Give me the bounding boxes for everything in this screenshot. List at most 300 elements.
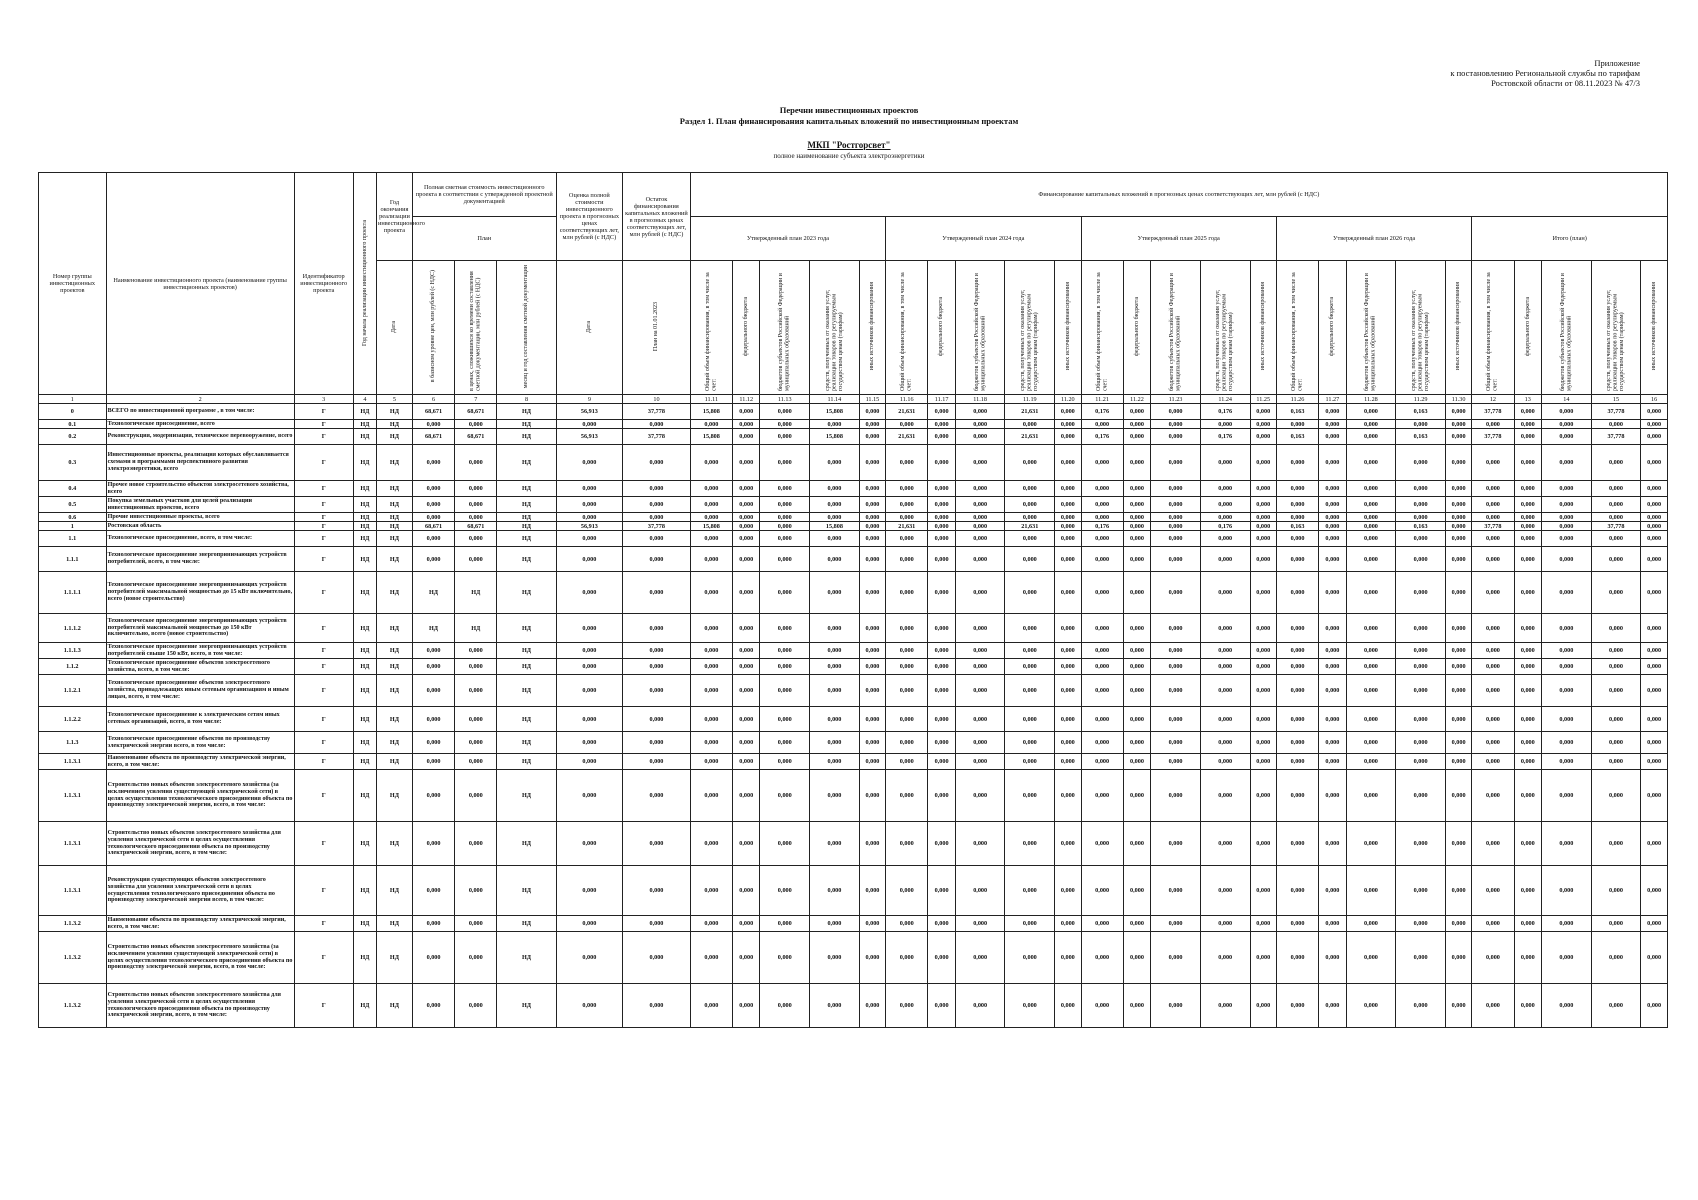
row-financing-value: 0,000 xyxy=(886,866,928,916)
row-financing-value: 0,163 xyxy=(1276,429,1318,445)
row-financing-value: 0,000 xyxy=(1346,547,1396,572)
row-financing-value: 0,000 xyxy=(1055,481,1081,497)
row-financing-value: 0,000 xyxy=(1445,614,1471,643)
row-financing-value: 0,000 xyxy=(1055,932,1081,984)
row-financing-value: 0,176 xyxy=(1200,404,1250,420)
row-financing-value: 0,000 xyxy=(859,445,885,481)
row-financing-value: 0,000 xyxy=(760,822,810,866)
row-financing-value: 0,000 xyxy=(1123,732,1150,754)
row-financing-value: 0,000 xyxy=(859,754,885,770)
row-name: Покупка земельных участков для целей реализации инвестиционных проектов, всего xyxy=(106,497,294,513)
row-number: 1.1.1.3 xyxy=(39,643,107,659)
row-financing-value: 0,176 xyxy=(1200,522,1250,531)
row-number: 0.6 xyxy=(39,513,107,522)
row-financing-value: 0,000 xyxy=(928,572,955,614)
header-financing-sub-2-3: средств, полученных от оказания услуг, реализации товаров по регулируемым государством ценам (тарифам) xyxy=(1200,261,1250,395)
row-financing-value: 0,000 xyxy=(859,572,885,614)
row-financing-value: 0,000 xyxy=(1319,659,1346,675)
section-title: Раздел 1. План финансирования капитальных вложений по инвестиционным проектам xyxy=(679,116,1019,126)
row-financing-value: 0,000 xyxy=(1005,513,1055,522)
row-cost-current: НД xyxy=(455,614,497,643)
row-estimate: 0,000 xyxy=(556,866,623,916)
row-financing-value: 0,000 xyxy=(1081,984,1123,1028)
row-financing-value: 0,000 xyxy=(955,522,1005,531)
row-year-start: НД xyxy=(353,531,376,547)
row-financing-value: 0,000 xyxy=(1151,513,1201,522)
row-name: ВСЕГО по инвестиционной программе , в том числе: xyxy=(106,404,294,420)
table-row xyxy=(39,932,1668,984)
row-number: 1.1.3.1 xyxy=(39,866,107,916)
row-financing-value: 0,000 xyxy=(886,547,928,572)
row-financing-value: 0,000 xyxy=(1250,513,1276,522)
table-row xyxy=(39,614,1668,643)
row-financing-value: 21,631 xyxy=(1005,429,1055,445)
table-row xyxy=(39,754,1668,770)
row-financing-value: 0,000 xyxy=(1641,732,1668,754)
row-financing-value: 0,000 xyxy=(1123,707,1150,732)
row-financing-value: 0,000 xyxy=(1151,984,1201,1028)
row-financing-value: 0,000 xyxy=(1319,429,1346,445)
header-financing-sub-0-2: бюджетов субъектов Российской Федерации и муниципальных образований xyxy=(760,261,810,395)
row-financing-value: 0,000 xyxy=(1319,707,1346,732)
row-financing-value: 0,000 xyxy=(1591,497,1641,513)
row-financing-value: 0,000 xyxy=(1472,420,1514,429)
row-financing-value: 0,000 xyxy=(760,513,810,522)
row-year-start: НД xyxy=(353,866,376,916)
row-financing-value: 0,000 xyxy=(928,445,955,481)
row-financing-value: 0,000 xyxy=(1346,866,1396,916)
row-financing-value: 0,000 xyxy=(1346,916,1396,932)
row-financing-value: 0,000 xyxy=(760,932,810,984)
row-year-end: НД xyxy=(377,481,413,497)
row-financing-value: 0,000 xyxy=(1319,445,1346,481)
row-financing-value: 0,000 xyxy=(859,420,885,429)
row-financing-value: 0,000 xyxy=(955,404,1005,420)
header-period-2023: Утвержденный план 2023 года xyxy=(690,217,885,261)
row-financing-value: 0,000 xyxy=(1055,614,1081,643)
row-financing-value: 0,000 xyxy=(886,932,928,984)
row-financing-value: 0,000 xyxy=(1445,770,1471,822)
row-financing-value: 0,000 xyxy=(1445,481,1471,497)
row-financing-value: 0,000 xyxy=(1472,754,1514,770)
row-financing-value: 0,000 xyxy=(1081,770,1123,822)
row-financing-value: 0,000 xyxy=(1641,445,1668,481)
row-financing-value: 0,000 xyxy=(1514,547,1541,572)
row-cost-base: 0,000 xyxy=(412,822,454,866)
row-financing-value: 0,000 xyxy=(760,481,810,497)
row-financing-value: 0,000 xyxy=(1123,429,1150,445)
row-remainder: 0,000 xyxy=(623,547,691,572)
row-financing-value: 0,000 xyxy=(1123,822,1150,866)
table-row xyxy=(39,572,1668,614)
row-remainder: 0,000 xyxy=(623,866,691,916)
row-financing-value: 0,000 xyxy=(690,547,732,572)
row-financing-value: 0,000 xyxy=(690,572,732,614)
row-financing-value: 0,000 xyxy=(1055,420,1081,429)
row-financing-value: 0,000 xyxy=(1005,866,1055,916)
row-financing-value: 0,000 xyxy=(1542,513,1592,522)
row-financing-value: 0,000 xyxy=(1250,754,1276,770)
row-financing-value: 0,000 xyxy=(928,770,955,822)
row-cost-current: 0,000 xyxy=(455,916,497,932)
row-financing-value: 0,000 xyxy=(760,531,810,547)
row-financing-value: 0,000 xyxy=(1123,754,1150,770)
row-identifier: Г xyxy=(294,429,353,445)
row-financing-value: 0,000 xyxy=(928,866,955,916)
row-financing-value: 0,000 xyxy=(760,675,810,707)
row-financing-value: 0,000 xyxy=(955,770,1005,822)
row-financing-value: 0,000 xyxy=(1276,445,1318,481)
row-financing-value: 0,000 xyxy=(1123,984,1150,1028)
row-financing-value: 0,000 xyxy=(1472,659,1514,675)
row-financing-value: 0,000 xyxy=(1250,770,1276,822)
row-financing-value: 0,000 xyxy=(1319,866,1346,916)
header-financing-sub-3-1: федерального бюджета xyxy=(1319,261,1346,395)
row-financing-value: 0,000 xyxy=(1472,675,1514,707)
row-financing-value: 0,000 xyxy=(732,675,759,707)
row-financing-value: 0,000 xyxy=(1250,547,1276,572)
row-year-end: НД xyxy=(377,822,413,866)
row-financing-value: 0,000 xyxy=(1319,932,1346,984)
row-name: Строительство новых объектов электросетевого хозяйства (за исключением усиления существующей электрической сети) в целях осуществления технологического присоединения объекта по производству электрической энергии, всего, в том числе: xyxy=(106,932,294,984)
row-financing-value: 0,000 xyxy=(810,481,860,497)
row-financing-value: 0,000 xyxy=(955,420,1005,429)
row-remainder: 0,000 xyxy=(623,445,691,481)
row-financing-value: 0,000 xyxy=(1514,822,1541,866)
row-year-end: НД xyxy=(377,770,413,822)
table-row xyxy=(39,822,1668,866)
row-estimate: 56,913 xyxy=(556,404,623,420)
row-financing-value: 15,808 xyxy=(690,404,732,420)
column-number: 11.29 xyxy=(1396,395,1446,404)
row-cost-current: 0,000 xyxy=(455,547,497,572)
column-number: 11.22 xyxy=(1123,395,1150,404)
table-row xyxy=(39,445,1668,481)
row-year-end: НД xyxy=(377,866,413,916)
header-financing-sub-1-2: бюджетов субъектов Российской Федерации и муниципальных образований xyxy=(955,261,1005,395)
row-cost-date: НД xyxy=(497,445,556,481)
row-financing-value: 0,000 xyxy=(1346,754,1396,770)
header-financing-sub-4-3: средств, полученных от оказания услуг, реализации товаров по регулируемым государством ценам (тарифам) xyxy=(1591,261,1641,395)
row-remainder: 37,778 xyxy=(623,429,691,445)
row-cost-date: НД xyxy=(497,732,556,754)
row-financing-value: 0,000 xyxy=(732,547,759,572)
row-financing-value: 0,000 xyxy=(928,481,955,497)
row-financing-value: 0,000 xyxy=(1641,513,1668,522)
row-financing-value: 0,000 xyxy=(1250,497,1276,513)
row-financing-value: 0,000 xyxy=(1200,531,1250,547)
row-financing-value: 0,000 xyxy=(1151,916,1201,932)
row-cost-current: 0,000 xyxy=(455,513,497,522)
row-financing-value: 0,000 xyxy=(1396,984,1446,1028)
table-row xyxy=(39,984,1668,1028)
row-financing-value: 0,000 xyxy=(955,497,1005,513)
row-financing-value: 0,000 xyxy=(810,643,860,659)
row-financing-value: 0,000 xyxy=(928,916,955,932)
row-financing-value: 0,000 xyxy=(1151,614,1201,643)
row-cost-current: 0,000 xyxy=(455,732,497,754)
row-financing-value: 0,000 xyxy=(1346,481,1396,497)
row-cost-current: 0,000 xyxy=(455,675,497,707)
header-estimate-date: Дата xyxy=(556,261,623,395)
row-financing-value: 0,000 xyxy=(810,732,860,754)
row-financing-value: 0,000 xyxy=(1514,429,1541,445)
row-financing-value: 0,000 xyxy=(1081,866,1123,916)
row-cost-date: НД xyxy=(497,932,556,984)
row-cost-current: 0,000 xyxy=(455,770,497,822)
row-financing-value: 0,000 xyxy=(955,932,1005,984)
row-remainder: 0,000 xyxy=(623,932,691,984)
column-number: 11.14 xyxy=(810,395,860,404)
row-cost-current: 0,000 xyxy=(455,754,497,770)
row-financing-value: 0,000 xyxy=(1151,481,1201,497)
row-financing-value: 0,000 xyxy=(955,513,1005,522)
table-row xyxy=(39,429,1668,445)
row-financing-value: 0,000 xyxy=(1346,659,1396,675)
row-cost-base: НД xyxy=(412,614,454,643)
row-financing-value: 0,000 xyxy=(1319,420,1346,429)
row-financing-value: 0,000 xyxy=(928,497,955,513)
row-estimate: 0,000 xyxy=(556,513,623,522)
row-financing-value: 0,000 xyxy=(1081,675,1123,707)
row-year-start: НД xyxy=(353,984,376,1028)
header-full-cost: Полная сметная стоимость инвестиционного проекта в соответствии с утвержденной проектной документацией xyxy=(412,173,556,217)
table-header xyxy=(39,173,1668,404)
row-estimate: 0,000 xyxy=(556,932,623,984)
row-financing-value: 0,000 xyxy=(1396,572,1446,614)
row-financing-value: 0,000 xyxy=(1542,866,1592,916)
row-financing-value: 0,000 xyxy=(732,659,759,675)
row-financing-value: 0,000 xyxy=(955,754,1005,770)
row-financing-value: 0,000 xyxy=(1542,659,1592,675)
row-financing-value: 0,000 xyxy=(1472,984,1514,1028)
row-financing-value: 21,631 xyxy=(1005,404,1055,420)
row-financing-value: 15,808 xyxy=(810,404,860,420)
row-financing-value: 0,000 xyxy=(1151,822,1201,866)
row-financing-value: 37,778 xyxy=(1591,522,1641,531)
table-row xyxy=(39,659,1668,675)
row-number: 1.1.1.1 xyxy=(39,572,107,614)
row-financing-value: 0,000 xyxy=(1472,822,1514,866)
row-financing-value: 0,000 xyxy=(1591,659,1641,675)
row-financing-value: 0,000 xyxy=(732,732,759,754)
row-cost-base: 68,671 xyxy=(412,429,454,445)
row-financing-value: 0,000 xyxy=(1396,732,1446,754)
row-financing-value: 0,000 xyxy=(1250,732,1276,754)
row-financing-value: 0,000 xyxy=(928,404,955,420)
appendix-line-1: Приложение xyxy=(1594,58,1640,68)
row-number: 1.1.1 xyxy=(39,547,107,572)
row-financing-value: 0,000 xyxy=(1250,916,1276,932)
column-number: 11.11 xyxy=(690,395,732,404)
row-financing-value: 0,000 xyxy=(1005,547,1055,572)
row-remainder: 0,000 xyxy=(623,916,691,932)
row-cost-date: НД xyxy=(497,429,556,445)
row-financing-value: 0,000 xyxy=(1151,531,1201,547)
column-number: 15 xyxy=(1591,395,1641,404)
row-financing-value: 0,000 xyxy=(732,445,759,481)
row-financing-value: 0,000 xyxy=(1005,531,1055,547)
row-name: Технологическое присоединение, всего, в том числе: xyxy=(106,531,294,547)
row-cost-date: НД xyxy=(497,659,556,675)
row-financing-value: 0,000 xyxy=(1641,481,1668,497)
row-financing-value: 0,000 xyxy=(1514,770,1541,822)
row-financing-value: 0,000 xyxy=(1151,675,1201,707)
row-financing-value: 0,000 xyxy=(690,916,732,932)
row-financing-value: 0,000 xyxy=(886,497,928,513)
column-number: 11.15 xyxy=(859,395,885,404)
row-financing-value: 0,000 xyxy=(1250,572,1276,614)
row-financing-value: 0,000 xyxy=(1472,531,1514,547)
row-financing-value: 0,000 xyxy=(760,547,810,572)
row-name: Технологическое присоединение энергопринимающих устройств потребителей максимальной мощностью до 15 кВт включительно, всего (новое строительство) xyxy=(106,572,294,614)
header-period-2026: Утвержденный план 2026 года xyxy=(1276,217,1471,261)
row-financing-value: 0,000 xyxy=(1055,754,1081,770)
row-financing-value: 0,000 xyxy=(1123,497,1150,513)
row-name: Строительство новых объектов электросетевого хозяйства (за исключением усиления существующей электрической сети) в целях осуществления технологического присоединения объекта по производству электрической энергии, всего, в том числе: xyxy=(106,770,294,822)
row-financing-value: 0,000 xyxy=(1200,866,1250,916)
header-plan: План xyxy=(412,217,556,261)
row-financing-value: 0,000 xyxy=(810,770,860,822)
row-financing-value: 0,000 xyxy=(1472,547,1514,572)
row-financing-value: 0,000 xyxy=(1250,822,1276,866)
row-financing-value: 0,000 xyxy=(1005,497,1055,513)
row-financing-value: 0,000 xyxy=(859,866,885,916)
row-financing-value: 0,000 xyxy=(1005,481,1055,497)
row-estimate: 0,000 xyxy=(556,822,623,866)
row-financing-value: 0,000 xyxy=(1200,984,1250,1028)
column-number: 6 xyxy=(412,395,454,404)
row-financing-value: 0,000 xyxy=(886,481,928,497)
row-financing-value: 0,000 xyxy=(1542,707,1592,732)
column-number: 13 xyxy=(1514,395,1541,404)
row-financing-value: 0,000 xyxy=(810,659,860,675)
table-row xyxy=(39,420,1668,429)
row-financing-value: 0,000 xyxy=(1055,497,1081,513)
row-financing-value: 0,000 xyxy=(1319,822,1346,866)
row-financing-value: 0,000 xyxy=(1005,770,1055,822)
header-financing-sub-2-0: Общий объем финансирования, в том числе за счет: xyxy=(1081,261,1123,395)
row-number: 1.1.3.1 xyxy=(39,822,107,866)
column-number: 8 xyxy=(497,395,556,404)
row-financing-value: 0,000 xyxy=(1445,513,1471,522)
row-financing-value: 0,000 xyxy=(1276,572,1318,614)
header-sub6: в базисном уровне цен, млн рублей (с НДС) xyxy=(412,261,454,395)
row-financing-value: 0,000 xyxy=(1396,445,1446,481)
row-cost-date: НД xyxy=(497,675,556,707)
row-financing-value: 0,000 xyxy=(1346,531,1396,547)
row-cost-current: 0,000 xyxy=(455,822,497,866)
organization-caption: полное наименование субъекта электроэнергетики xyxy=(773,152,925,160)
row-financing-value: 0,000 xyxy=(886,770,928,822)
row-financing-value: 0,000 xyxy=(1276,481,1318,497)
row-financing-value: 0,000 xyxy=(1591,675,1641,707)
row-financing-value: 0,000 xyxy=(1591,643,1641,659)
row-financing-value: 0,000 xyxy=(760,984,810,1028)
row-financing-value: 0,000 xyxy=(1055,643,1081,659)
row-financing-value: 0,000 xyxy=(732,916,759,932)
row-financing-value: 0,000 xyxy=(1514,932,1541,984)
column-number: 10 xyxy=(623,395,691,404)
row-financing-value: 0,000 xyxy=(859,497,885,513)
row-financing-value: 0,176 xyxy=(1081,522,1123,531)
row-financing-value: 21,631 xyxy=(1005,522,1055,531)
header-financing-sub-1-4: иных источников финансирования xyxy=(1055,261,1081,395)
row-financing-value: 0,000 xyxy=(810,822,860,866)
column-number: 9 xyxy=(556,395,623,404)
table-row xyxy=(39,770,1668,822)
row-financing-value: 0,000 xyxy=(1123,513,1150,522)
row-identifier: Г xyxy=(294,770,353,822)
row-financing-value: 0,000 xyxy=(1396,547,1446,572)
row-financing-value: 0,000 xyxy=(886,675,928,707)
row-financing-value: 0,000 xyxy=(1445,866,1471,916)
row-financing-value: 0,000 xyxy=(1055,659,1081,675)
row-year-end: НД xyxy=(377,932,413,984)
row-financing-value: 0,000 xyxy=(1123,675,1150,707)
row-financing-value: 0,000 xyxy=(1200,822,1250,866)
row-financing-value: 0,000 xyxy=(1472,866,1514,916)
investment-plan-table xyxy=(38,172,1668,1028)
row-financing-value: 0,000 xyxy=(732,497,759,513)
row-estimate: 0,000 xyxy=(556,732,623,754)
row-financing-value: 0,000 xyxy=(760,866,810,916)
row-financing-value: 0,000 xyxy=(1591,984,1641,1028)
row-financing-value: 0,000 xyxy=(1151,547,1201,572)
row-financing-value: 0,000 xyxy=(1346,513,1396,522)
row-financing-value: 0,000 xyxy=(1081,932,1123,984)
row-financing-value: 0,000 xyxy=(1472,572,1514,614)
row-financing-value: 0,000 xyxy=(886,445,928,481)
row-financing-value: 0,000 xyxy=(1200,659,1250,675)
row-financing-value: 0,000 xyxy=(1445,659,1471,675)
row-number: 0.2 xyxy=(39,429,107,445)
row-remainder: 0,000 xyxy=(623,659,691,675)
row-number: 0.3 xyxy=(39,445,107,481)
header-financing-sub-2-4: иных источников финансирования xyxy=(1250,261,1276,395)
row-financing-value: 0,000 xyxy=(1514,916,1541,932)
row-financing-value: 0,000 xyxy=(955,675,1005,707)
row-financing-value: 0,000 xyxy=(1445,932,1471,984)
row-cost-current: 0,000 xyxy=(455,707,497,732)
row-estimate: 56,913 xyxy=(556,429,623,445)
row-financing-value: 0,000 xyxy=(1319,547,1346,572)
row-financing-value: 0,000 xyxy=(690,707,732,732)
row-financing-value: 0,000 xyxy=(1542,572,1592,614)
row-financing-value: 0,000 xyxy=(690,822,732,866)
row-financing-value: 0,000 xyxy=(1591,513,1641,522)
row-financing-value: 0,000 xyxy=(1005,822,1055,866)
row-financing-value: 0,000 xyxy=(1445,445,1471,481)
row-name: Реконструкция, модернизация, техническое перевооружение, всего xyxy=(106,429,294,445)
row-financing-value: 0,000 xyxy=(1542,481,1592,497)
row-financing-value: 0,000 xyxy=(1514,659,1541,675)
row-estimate: 0,000 xyxy=(556,675,623,707)
row-cost-current: 68,671 xyxy=(455,522,497,531)
column-number: 5 xyxy=(377,395,413,404)
row-financing-value: 0,000 xyxy=(1591,420,1641,429)
row-financing-value: 0,000 xyxy=(1346,497,1396,513)
row-financing-value: 0,000 xyxy=(1276,497,1318,513)
row-financing-value: 0,000 xyxy=(1123,916,1150,932)
row-financing-value: 0,000 xyxy=(1276,770,1318,822)
row-financing-value: 0,000 xyxy=(1276,513,1318,522)
row-year-end: НД xyxy=(377,522,413,531)
header-plan-date: План на 01.01.2023 xyxy=(623,261,691,395)
header-financing-sub-4-4: иных источников финансирования xyxy=(1641,261,1668,395)
header-financing-sub-4-1: федерального бюджета xyxy=(1514,261,1541,395)
row-financing-value: 0,000 xyxy=(1591,822,1641,866)
